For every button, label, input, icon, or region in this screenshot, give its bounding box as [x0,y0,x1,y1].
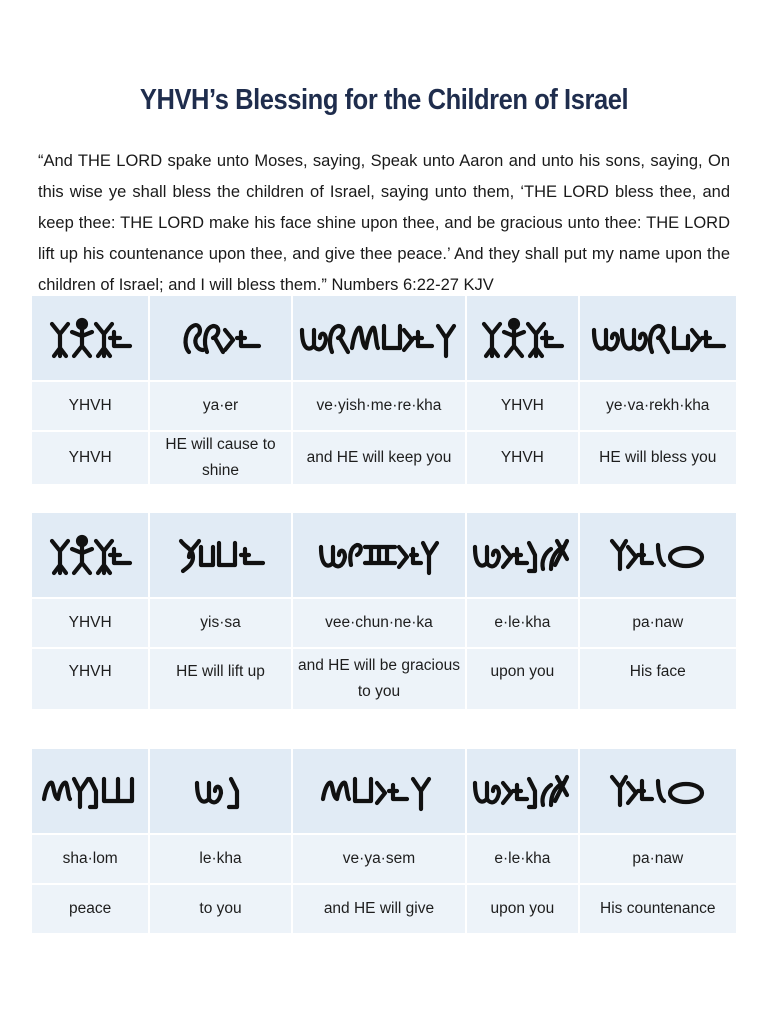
translation-cell: YHVH [467,432,577,484]
translation-row [32,649,736,709]
yhvh-glyph-icon [480,316,564,360]
pronunciation-cell: YHVH [32,599,148,647]
glyph-cell-elekha [467,513,577,597]
yevarekhkha-glyph-icon [590,316,726,360]
pronunciation-cell: pa·naw [580,599,736,647]
pronunciation-cell: sha·lom [32,835,148,883]
glyph-cell-panaw [580,749,736,833]
scripture-quote: “And THE LORD spake unto Moses, saying, Speak unto Aaron and unto his sons, saying, On this wise ye shall bless the children of Israel, saying unto them, ‘THE LORD bless thee, and keep thee: THE LORD make his face shine upon thee, and be gracious unto thee: THE LORD lift up his countenance upon thee, and give thee peace.’ And they shall put my name upon the children of Israel; and I will bless them.” Numbers 6:22-27 KJV [38,152,730,294]
translation-cell: His face [580,649,736,709]
translation-cell: to you [150,885,290,933]
pronunciation-cell: le·kha [150,835,290,883]
pronunciation-cell: ve·yish·me·re·kha [293,382,465,430]
page-title: YHVH’s Blessing for the Children of Israel [139,84,629,116]
pronunciation-cell: YHVH [32,382,148,430]
veyasem-glyph-icon [319,769,439,813]
glyph-cell-lekha [150,749,290,833]
glyph-cell-shalom [32,749,148,833]
elekha-glyph-icon [471,769,575,813]
pronunciation-row [32,382,736,430]
glyph-row [32,296,736,380]
translation-cell: HE will cause to shine [150,432,290,484]
yaer-glyph-icon [181,316,261,360]
glyph-cell-yhvh [467,296,577,380]
glyph-row [32,513,736,597]
translation-cell: His countenance [580,885,736,933]
translation-cell: and HE will give [293,885,465,933]
pronunciation-cell: pa·naw [580,835,736,883]
pronunciation-cell: YHVH [467,382,577,430]
veechunneka-glyph-icon [317,533,441,577]
translation-cell: HE will bless you [580,432,736,484]
translation-row [32,432,736,484]
glyph-cell-yhvh [32,296,148,380]
translation-row [32,885,736,933]
glyph-cell-yevarekhkha [580,296,736,380]
pronunciation-cell: yis·sa [150,599,290,647]
blessing-table-1 [30,294,738,486]
translation-cell: upon you [467,649,577,709]
pronunciation-cell: ye·va·rekh·kha [580,382,736,430]
translation-cell: and HE will be gracious to you [293,649,465,709]
translation-cell: upon you [467,885,577,933]
pronunciation-cell: ve·ya·sem [293,835,465,883]
pronunciation-cell: ya·er [150,382,290,430]
glyph-cell-yaer [150,296,290,380]
yissa-glyph-icon [177,533,265,577]
veyishmerekha-glyph-icon [298,316,460,360]
pronunciation-cell: e·le·kha [467,599,577,647]
pronunciation-cell: vee·chun·ne·ka [293,599,465,647]
glyph-cell-veechunneka [293,513,465,597]
translation-cell: YHVH [32,649,148,709]
lekha-glyph-icon [193,769,249,813]
yhvh-glyph-icon [48,533,132,577]
glyph-cell-veyasem [293,749,465,833]
yhvh-glyph-icon [48,316,132,360]
translation-cell: peace [32,885,148,933]
glyph-cell-yissa [150,513,290,597]
glyph-row [32,749,736,833]
glyph-cell-panaw [580,513,736,597]
glyph-cell-elekha [467,749,577,833]
shalom-glyph-icon [40,769,140,813]
blessing-table-3 [30,747,738,935]
translation-cell: HE will lift up [150,649,290,709]
pronunciation-row [32,835,736,883]
panaw-glyph-icon [608,769,708,813]
glyph-cell-yhvh [32,513,148,597]
pronunciation-cell: e·le·kha [467,835,577,883]
elekha-glyph-icon [471,533,575,577]
panaw-glyph-icon [608,533,708,577]
translation-cell: and HE will keep you [293,432,465,484]
blessing-table-2 [30,511,738,711]
pronunciation-row [32,599,736,647]
glyph-cell-veyishmerekha [293,296,465,380]
translation-cell: YHVH [32,432,148,484]
